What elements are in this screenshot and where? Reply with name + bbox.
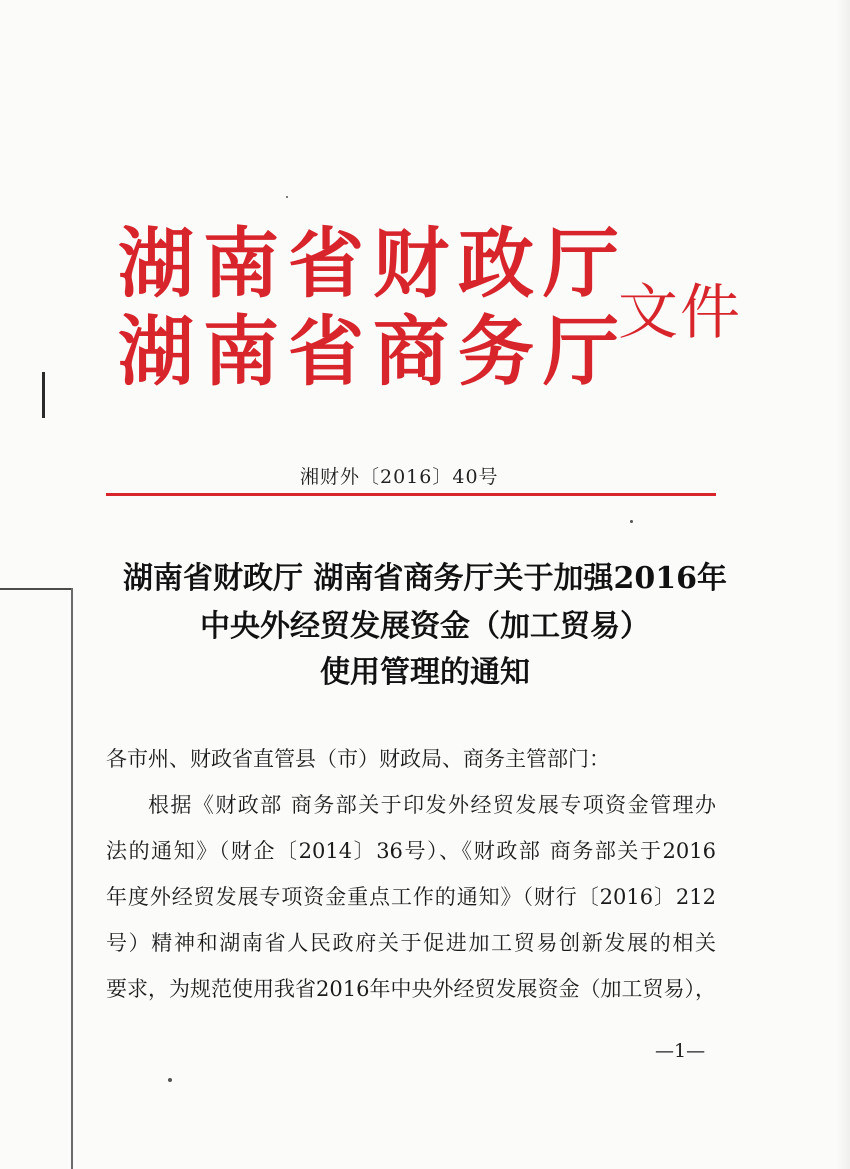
body-line-1: 根据《财政部 商务部关于印发外经贸发展专项资金管理办 xyxy=(148,793,716,817)
title-line-1: 湖南省财政厅 湖南省商务厅关于加强2016年 xyxy=(123,561,727,596)
title-line-3: 使用管理的通知 xyxy=(320,655,530,690)
scan-edge xyxy=(836,0,850,1169)
scan-speck xyxy=(168,1078,172,1082)
binding-line xyxy=(0,588,72,590)
scan-speck xyxy=(630,520,633,523)
letterhead-suffix: 文件 xyxy=(618,278,742,348)
document-number: 湘财外〔2016〕40号 xyxy=(300,466,499,488)
title-line-2: 中央外经贸发展资金（加工贸易） xyxy=(200,609,650,644)
body-line-5: 要求，为规范使用我省2016年中央外经贸发展资金（加工贸易）， xyxy=(106,977,716,1001)
binding-mark xyxy=(42,372,45,418)
page-number: —1— xyxy=(655,1040,706,1062)
red-divider xyxy=(106,493,716,496)
binding-line-vertical xyxy=(71,588,73,1169)
body-line-3: 年度外经贸发展专项资金重点工作的通知》（财行〔2016〕212 xyxy=(106,885,716,909)
letterhead-org-finance: 湖南省财政厅 xyxy=(118,219,628,308)
letterhead-org-commerce: 湖南省商务厅 xyxy=(118,307,628,396)
body-line-2: 法的通知》（财企〔2014〕36号）、《财政部 商务部关于2016 xyxy=(106,839,716,863)
scan-speck xyxy=(286,196,288,198)
addressee: 各市州、财政省直管县（市）财政局、商务主管部门： xyxy=(106,747,610,771)
body-line-4: 号）精神和湖南省人民政府关于促进加工贸易创新发展的相关 xyxy=(106,931,716,955)
letterhead xyxy=(118,219,742,402)
